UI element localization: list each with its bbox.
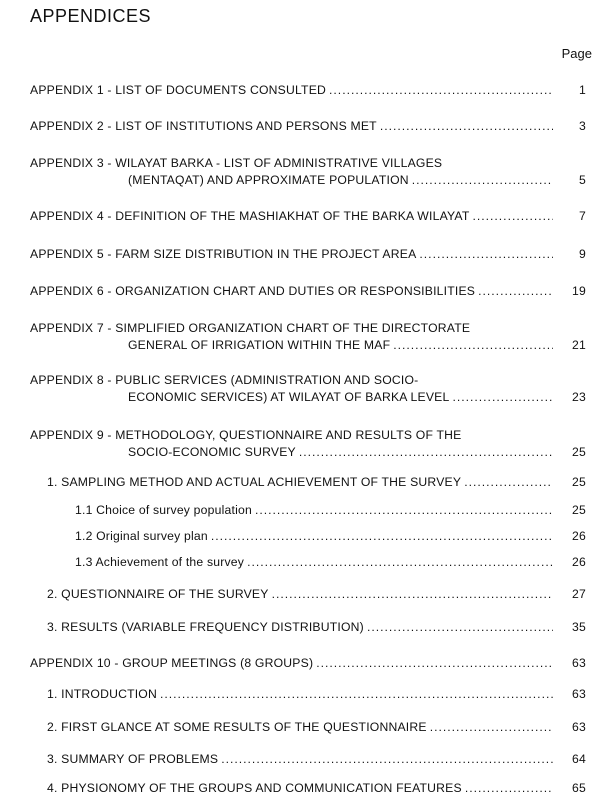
toc-page-number: 21 [572, 338, 586, 352]
toc-page-number: 25 [572, 503, 586, 517]
toc-page-number: 23 [572, 390, 586, 404]
toc-subentry[interactable] [47, 780, 586, 797]
dot-leader [452, 389, 553, 406]
dot-leader [160, 686, 553, 703]
dot-leader [430, 719, 553, 736]
toc-entry-appendix-3[interactable] [30, 155, 586, 189]
toc-entry-title: APPENDIX 7 - SIMPLIFIED ORGANIZATION CHART OF THE DIRECTORATE [30, 321, 471, 335]
toc-entry-appendix-6[interactable] [30, 283, 586, 300]
toc-subentry[interactable] [47, 686, 586, 703]
toc-entry-appendix-4[interactable] [30, 208, 586, 225]
toc-page-number: 1 [579, 83, 586, 97]
toc-page-number: 35 [572, 620, 586, 634]
dot-leader [412, 172, 553, 189]
toc-entry-appendix-2[interactable] [30, 118, 586, 135]
toc-entry-title: 3. RESULTS (VARIABLE FREQUENCY DISTRIBUTION) [47, 620, 364, 634]
toc-page-number: 3 [579, 119, 586, 133]
toc-page-number: 26 [572, 555, 586, 569]
dot-leader [472, 208, 553, 225]
toc-page-number: 25 [572, 445, 586, 459]
dot-leader [329, 82, 553, 99]
toc-entry-appendix-1[interactable] [30, 82, 586, 99]
toc-entry-title: APPENDIX 9 - METHODOLOGY, QUESTIONNAIRE AND RESULTS OF THE [30, 428, 462, 442]
page-title: APPENDICES [30, 6, 152, 26]
toc-subentry[interactable] [75, 502, 586, 519]
toc-subentry[interactable] [47, 751, 586, 768]
dot-leader [299, 444, 553, 461]
dot-leader [255, 502, 553, 519]
toc-subentry[interactable] [47, 586, 586, 603]
toc-page-number: 26 [572, 529, 586, 543]
dot-leader [464, 474, 553, 491]
dot-leader [478, 283, 553, 300]
toc-entry-title: 1. SAMPLING METHOD AND ACTUAL ACHIEVEMENT OF THE SURVEY [47, 475, 462, 489]
toc-entry-appendix-8[interactable] [30, 372, 586, 406]
toc-entry-title: 2. FIRST GLANCE AT SOME RESULTS OF THE QUESTIONNAIRE [47, 720, 427, 734]
toc-entry-title: 1.1 Choice of survey population [75, 503, 252, 517]
toc-subentry[interactable] [47, 474, 586, 491]
toc-page-number: 65 [572, 781, 586, 795]
toc-entry-title: APPENDIX 2 - LIST OF INSTITUTIONS AND PERSONS MET [30, 119, 377, 133]
toc-entry-appendix-10[interactable] [30, 655, 586, 672]
toc-subentry[interactable] [75, 554, 586, 571]
toc-entry-title-continued: SOCIO-ECONOMIC SURVEY [128, 445, 296, 459]
toc-entry-title: APPENDIX 6 - ORGANIZATION CHART AND DUTIES OR RESPONSIBILITIES [30, 284, 476, 298]
toc-subentry[interactable] [75, 528, 586, 545]
toc-page-number: 63 [572, 720, 586, 734]
toc-entry-title: APPENDIX 3 - WILAYAT BARKA - LIST OF ADMINISTRATIVE VILLAGES [30, 156, 443, 170]
toc-page-number: 19 [572, 284, 586, 298]
toc-page-number: 27 [572, 587, 586, 601]
dot-leader [393, 337, 553, 354]
toc-entry-appendix-7[interactable] [30, 320, 586, 354]
toc-page-number: 9 [579, 247, 586, 261]
toc-page-number: 25 [572, 475, 586, 489]
dot-leader [316, 655, 553, 672]
toc-entry-title-continued: ECONOMIC SERVICES) AT WILAYAT OF BARKA LEVEL [128, 390, 450, 404]
toc-entry-title: APPENDIX 4 - DEFINITION OF THE MASHIAKHAT OF THE BARKA WILAYAT [30, 209, 470, 223]
toc-entry-title: 2. QUESTIONNAIRE OF THE SURVEY [47, 587, 269, 601]
dot-leader [221, 751, 553, 768]
dot-leader [465, 780, 553, 797]
page-column-header: Page [561, 46, 592, 61]
toc-subentry[interactable] [47, 719, 586, 736]
dot-leader [419, 246, 553, 263]
toc-entry-title: 1.3 Achievement of the survey [75, 555, 245, 569]
toc-entry-title: APPENDIX 10 - GROUP MEETINGS (8 GROUPS) [30, 656, 314, 670]
dot-leader [247, 554, 553, 571]
toc-entry-title: APPENDIX 1 - LIST OF DOCUMENTS CONSULTED [30, 83, 327, 97]
dot-leader [380, 118, 553, 135]
toc-page-number: 64 [572, 752, 586, 766]
toc-entry-title: 4. PHYSIONOMY OF THE GROUPS AND COMMUNICATION FEATURES [47, 781, 462, 795]
toc-entry-title-continued: GENERAL OF IRRIGATION WITHIN THE MAF [128, 338, 391, 352]
dot-leader [367, 619, 553, 636]
toc-entry-title: APPENDIX 5 - FARM SIZE DISTRIBUTION IN THE PROJECT AREA [30, 247, 417, 261]
toc-subentry[interactable] [47, 619, 586, 636]
toc-entry-title-continued: (MENTAQAT) AND APPROXIMATE POPULATION [128, 173, 409, 187]
toc-entry-title: 1. INTRODUCTION [47, 687, 157, 701]
toc-page-number: 63 [572, 687, 586, 701]
toc-page-number: 63 [572, 656, 586, 670]
dot-leader [272, 586, 553, 603]
toc-entry-title: APPENDIX 8 - PUBLIC SERVICES (ADMINISTRATION AND SOCIO- [30, 373, 419, 387]
dot-leader [211, 528, 553, 545]
toc-entry-title: 3. SUMMARY OF PROBLEMS [47, 752, 219, 766]
toc-entry-title: 1.2 Original survey plan [75, 529, 208, 543]
toc-page-number: 5 [579, 173, 586, 187]
toc-entry-appendix-9[interactable] [30, 427, 586, 461]
toc-entry-appendix-5[interactable] [30, 246, 586, 263]
toc-page-number: 7 [579, 209, 586, 223]
